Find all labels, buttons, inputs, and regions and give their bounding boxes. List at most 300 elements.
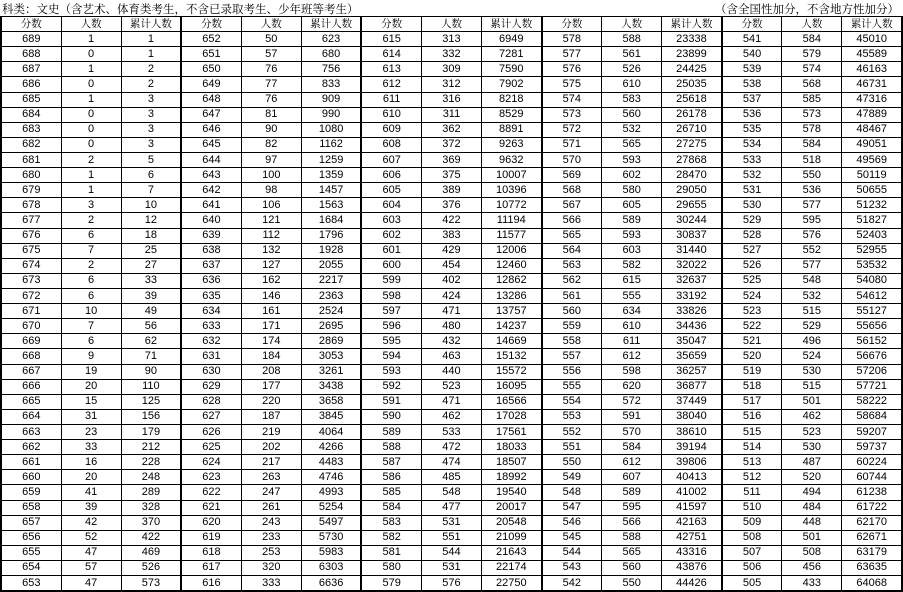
count-cell: 372 <box>421 137 481 152</box>
count-cell: 550 <box>782 168 842 183</box>
cumulative-cell: 25 <box>121 243 181 258</box>
score-cell: 556 <box>542 364 602 379</box>
count-cell: 615 <box>602 273 662 288</box>
cumulative-cell: 2524 <box>301 304 361 319</box>
cumulative-cell: 55127 <box>842 304 902 319</box>
cumulative-cell: 44426 <box>662 576 722 592</box>
cumulative-cell: 51827 <box>842 213 902 228</box>
count-cell: 261 <box>241 500 301 515</box>
cumulative-cell: 15572 <box>482 364 542 379</box>
cumulative-cell: 57206 <box>842 364 902 379</box>
score-cell: 625 <box>181 440 241 455</box>
count-cell: 402 <box>421 273 481 288</box>
count-cell: 362 <box>421 122 481 137</box>
score-cell: 671 <box>1 304 61 319</box>
score-cell: 579 <box>361 576 421 592</box>
table-row <box>1 243 902 258</box>
count-cell: 82 <box>241 137 301 152</box>
column-header: 分数 <box>181 17 241 32</box>
table-row <box>1 424 902 439</box>
count-cell: 598 <box>602 364 662 379</box>
cumulative-cell: 2217 <box>301 273 361 288</box>
count-cell: 1 <box>61 92 121 107</box>
count-cell: 579 <box>782 47 842 62</box>
score-cell: 529 <box>722 213 782 228</box>
cumulative-cell: 833 <box>301 77 361 92</box>
count-cell: 217 <box>241 455 301 470</box>
cumulative-cell: 27275 <box>662 137 722 152</box>
score-cell: 606 <box>361 168 421 183</box>
score-cell: 546 <box>542 515 602 530</box>
cumulative-cell: 58684 <box>842 409 902 424</box>
cumulative-cell: 8218 <box>482 92 542 107</box>
count-cell: 106 <box>241 198 301 213</box>
count-cell: 591 <box>602 409 662 424</box>
cumulative-cell: 1259 <box>301 152 361 167</box>
cumulative-cell: 27868 <box>662 152 722 167</box>
top-caption <box>0 0 903 16</box>
cumulative-cell: 12862 <box>482 273 542 288</box>
cumulative-cell: 7 <box>121 183 181 198</box>
count-cell: 589 <box>602 213 662 228</box>
score-cell: 507 <box>722 545 782 560</box>
cumulative-cell: 62671 <box>842 530 902 545</box>
count-cell: 422 <box>421 213 481 228</box>
score-cell: 658 <box>1 500 61 515</box>
cumulative-cell: 17028 <box>482 409 542 424</box>
score-cell: 597 <box>361 304 421 319</box>
count-cell: 20 <box>61 379 121 394</box>
table-row <box>1 213 902 228</box>
score-cell: 562 <box>542 273 602 288</box>
count-cell: 572 <box>602 394 662 409</box>
score-cell: 635 <box>181 288 241 303</box>
cumulative-cell: 21099 <box>482 530 542 545</box>
cumulative-cell: 3 <box>121 122 181 137</box>
score-cell: 679 <box>1 183 61 198</box>
count-cell: 462 <box>421 409 481 424</box>
score-cell: 631 <box>181 349 241 364</box>
cumulative-cell: 2869 <box>301 334 361 349</box>
count-cell: 20 <box>61 470 121 485</box>
cumulative-cell: 573 <box>121 576 181 592</box>
count-cell: 607 <box>602 470 662 485</box>
count-cell: 132 <box>241 243 301 258</box>
score-cell: 576 <box>542 62 602 77</box>
count-cell: 1 <box>61 32 121 47</box>
count-cell: 523 <box>421 379 481 394</box>
count-cell: 41 <box>61 485 121 500</box>
score-cell: 533 <box>722 152 782 167</box>
score-cell: 619 <box>181 530 241 545</box>
score-cell: 582 <box>361 530 421 545</box>
table-row <box>1 440 902 455</box>
cumulative-cell: 41002 <box>662 485 722 500</box>
table-row <box>1 349 902 364</box>
cumulative-cell: 48467 <box>842 122 902 137</box>
score-cell: 530 <box>722 198 782 213</box>
count-cell: 233 <box>241 530 301 545</box>
score-cell: 669 <box>1 334 61 349</box>
cumulative-cell: 7590 <box>482 62 542 77</box>
cumulative-cell: 10 <box>121 198 181 213</box>
score-cell: 563 <box>542 258 602 273</box>
cumulative-cell: 39806 <box>662 455 722 470</box>
score-cell: 512 <box>722 470 782 485</box>
count-cell: 585 <box>782 92 842 107</box>
score-cell: 653 <box>1 576 61 592</box>
count-cell: 548 <box>782 273 842 288</box>
count-cell: 187 <box>241 409 301 424</box>
score-cell: 585 <box>361 485 421 500</box>
score-cell: 517 <box>722 394 782 409</box>
count-cell: 456 <box>782 560 842 575</box>
cumulative-cell: 110 <box>121 379 181 394</box>
score-cell: 677 <box>1 213 61 228</box>
cumulative-cell: 90 <box>121 364 181 379</box>
count-cell: 523 <box>782 424 842 439</box>
cumulative-cell: 37449 <box>662 394 722 409</box>
count-cell: 583 <box>602 92 662 107</box>
count-cell: 375 <box>421 168 481 183</box>
cumulative-cell: 7902 <box>482 77 542 92</box>
cumulative-cell: 39 <box>121 288 181 303</box>
table-row <box>1 198 902 213</box>
cumulative-cell: 39194 <box>662 440 722 455</box>
score-cell: 505 <box>722 576 782 592</box>
table-row <box>1 560 902 575</box>
score-cell: 540 <box>722 47 782 62</box>
cumulative-cell: 248 <box>121 470 181 485</box>
cumulative-cell: 3845 <box>301 409 361 424</box>
cumulative-cell: 33192 <box>662 288 722 303</box>
score-cell: 605 <box>361 183 421 198</box>
score-cell: 549 <box>542 470 602 485</box>
cumulative-cell: 1563 <box>301 198 361 213</box>
count-cell: 320 <box>241 560 301 575</box>
cumulative-cell: 55656 <box>842 319 902 334</box>
cumulative-cell: 43316 <box>662 545 722 560</box>
count-cell: 552 <box>782 243 842 258</box>
cumulative-cell: 25618 <box>662 92 722 107</box>
cumulative-cell: 125 <box>121 394 181 409</box>
cumulative-cell: 50655 <box>842 183 902 198</box>
count-cell: 7 <box>61 319 121 334</box>
cumulative-cell: 2 <box>121 62 181 77</box>
score-cell: 641 <box>181 198 241 213</box>
score-cell: 618 <box>181 545 241 560</box>
score-cell: 552 <box>542 424 602 439</box>
score-cell: 647 <box>181 107 241 122</box>
count-cell: 31 <box>61 409 121 424</box>
count-cell: 485 <box>421 470 481 485</box>
score-cell: 528 <box>722 228 782 243</box>
score-cell: 568 <box>542 183 602 198</box>
cumulative-cell: 228 <box>121 455 181 470</box>
cumulative-cell: 4064 <box>301 424 361 439</box>
count-cell: 90 <box>241 122 301 137</box>
score-cell: 573 <box>542 107 602 122</box>
count-cell: 610 <box>602 77 662 92</box>
score-cell: 578 <box>542 32 602 47</box>
count-cell: 471 <box>421 304 481 319</box>
count-cell: 565 <box>602 545 662 560</box>
table-row <box>1 228 902 243</box>
score-cell: 634 <box>181 304 241 319</box>
cumulative-cell: 23338 <box>662 32 722 47</box>
score-cell: 657 <box>1 515 61 530</box>
cumulative-cell: 71 <box>121 349 181 364</box>
cumulative-cell: 19540 <box>482 485 542 500</box>
table-row <box>1 122 902 137</box>
count-cell: 595 <box>782 213 842 228</box>
table-row <box>1 545 902 560</box>
score-cell: 617 <box>181 560 241 575</box>
column-header: 人数 <box>602 17 662 32</box>
cumulative-cell: 56152 <box>842 334 902 349</box>
count-cell: 1 <box>61 168 121 183</box>
cumulative-cell: 45589 <box>842 47 902 62</box>
score-cell: 559 <box>542 319 602 334</box>
cumulative-cell: 33 <box>121 273 181 288</box>
score-cell: 587 <box>361 455 421 470</box>
score-cell: 548 <box>542 485 602 500</box>
score-cell: 646 <box>181 122 241 137</box>
table-row <box>1 485 902 500</box>
cumulative-cell: 3 <box>121 92 181 107</box>
count-cell: 52 <box>61 530 121 545</box>
count-cell: 610 <box>602 319 662 334</box>
score-cell: 659 <box>1 485 61 500</box>
count-cell: 6 <box>61 228 121 243</box>
cumulative-cell: 9632 <box>482 152 542 167</box>
score-cell: 672 <box>1 288 61 303</box>
table-row <box>1 258 902 273</box>
count-cell: 2 <box>61 258 121 273</box>
cumulative-cell: 42163 <box>662 515 722 530</box>
score-cell: 574 <box>542 92 602 107</box>
cumulative-cell: 8529 <box>482 107 542 122</box>
cumulative-cell: 62170 <box>842 515 902 530</box>
count-cell: 0 <box>61 107 121 122</box>
score-cell: 561 <box>542 288 602 303</box>
count-cell: 462 <box>782 409 842 424</box>
score-cell: 510 <box>722 500 782 515</box>
table-row <box>1 379 902 394</box>
score-cell: 662 <box>1 440 61 455</box>
cumulative-cell: 51232 <box>842 198 902 213</box>
cumulative-cell: 1928 <box>301 243 361 258</box>
table-row <box>1 107 902 122</box>
cumulative-cell: 4746 <box>301 470 361 485</box>
score-cell: 660 <box>1 470 61 485</box>
score-cell: 633 <box>181 319 241 334</box>
count-cell: 10 <box>61 304 121 319</box>
count-cell: 47 <box>61 545 121 560</box>
cumulative-cell: 8891 <box>482 122 542 137</box>
score-cell: 550 <box>542 455 602 470</box>
cumulative-cell: 2363 <box>301 288 361 303</box>
count-cell: 2 <box>61 152 121 167</box>
score-cell: 649 <box>181 77 241 92</box>
score-cell: 516 <box>722 409 782 424</box>
count-cell: 33 <box>61 440 121 455</box>
cumulative-cell: 50119 <box>842 168 902 183</box>
score-cell: 676 <box>1 228 61 243</box>
cumulative-cell: 1080 <box>301 122 361 137</box>
count-cell: 112 <box>241 228 301 243</box>
category-caption: 科类：文史（含艺术、体育类考生，不含已录取考生、少年班等考生） <box>2 2 359 16</box>
score-cell: 632 <box>181 334 241 349</box>
cumulative-cell: 63179 <box>842 545 902 560</box>
table-row <box>1 137 902 152</box>
count-cell: 530 <box>782 440 842 455</box>
score-cell: 614 <box>361 47 421 62</box>
count-cell: 313 <box>421 32 481 47</box>
count-cell: 98 <box>241 183 301 198</box>
score-cell: 554 <box>542 394 602 409</box>
count-cell: 184 <box>241 349 301 364</box>
score-cell: 685 <box>1 92 61 107</box>
score-cell: 531 <box>722 183 782 198</box>
cumulative-cell: 18992 <box>482 470 542 485</box>
count-cell: 531 <box>421 515 481 530</box>
column-header: 人数 <box>61 17 121 32</box>
score-cell: 570 <box>542 152 602 167</box>
score-cell: 522 <box>722 319 782 334</box>
count-cell: 570 <box>602 424 662 439</box>
cumulative-cell: 47316 <box>842 92 902 107</box>
count-cell: 57 <box>61 560 121 575</box>
cumulative-cell: 370 <box>121 515 181 530</box>
score-cell: 532 <box>722 168 782 183</box>
score-cell: 616 <box>181 576 241 592</box>
score-cell: 638 <box>181 243 241 258</box>
cumulative-cell: 41597 <box>662 500 722 515</box>
count-cell: 603 <box>602 243 662 258</box>
score-cell: 644 <box>181 152 241 167</box>
table-row <box>1 576 902 592</box>
count-cell: 332 <box>421 47 481 62</box>
cumulative-cell: 23899 <box>662 47 722 62</box>
cumulative-cell: 5 <box>121 152 181 167</box>
cumulative-cell: 30837 <box>662 228 722 243</box>
score-cell: 553 <box>542 409 602 424</box>
cumulative-cell: 422 <box>121 530 181 545</box>
score-cell: 519 <box>722 364 782 379</box>
cumulative-cell: 38040 <box>662 409 722 424</box>
count-cell: 589 <box>602 485 662 500</box>
count-cell: 311 <box>421 107 481 122</box>
count-cell: 532 <box>602 122 662 137</box>
score-cell: 560 <box>542 304 602 319</box>
score-cell: 567 <box>542 198 602 213</box>
count-cell: 202 <box>241 440 301 455</box>
cumulative-cell: 33826 <box>662 304 722 319</box>
score-cell: 558 <box>542 334 602 349</box>
count-cell: 23 <box>61 424 121 439</box>
score-cell: 569 <box>542 168 602 183</box>
cumulative-cell: 4483 <box>301 455 361 470</box>
score-cell: 524 <box>722 288 782 303</box>
score-cell: 566 <box>542 213 602 228</box>
count-cell: 578 <box>782 122 842 137</box>
cumulative-cell: 18507 <box>482 455 542 470</box>
score-cell: 689 <box>1 32 61 47</box>
count-cell: 263 <box>241 470 301 485</box>
score-cell: 542 <box>542 576 602 592</box>
count-cell: 6 <box>61 288 121 303</box>
count-cell: 0 <box>61 77 121 92</box>
count-cell: 593 <box>602 228 662 243</box>
cumulative-cell: 2055 <box>301 258 361 273</box>
count-cell: 584 <box>782 137 842 152</box>
cumulative-cell: 27 <box>121 258 181 273</box>
score-cell: 538 <box>722 77 782 92</box>
count-cell: 253 <box>241 545 301 560</box>
cumulative-cell: 7281 <box>482 47 542 62</box>
cumulative-cell: 526 <box>121 560 181 575</box>
cumulative-cell: 16566 <box>482 394 542 409</box>
score-cell: 535 <box>722 122 782 137</box>
count-cell: 518 <box>782 152 842 167</box>
score-cell: 509 <box>722 515 782 530</box>
count-cell: 440 <box>421 364 481 379</box>
score-cell: 589 <box>361 424 421 439</box>
score-cell: 610 <box>361 107 421 122</box>
cumulative-cell: 289 <box>121 485 181 500</box>
cumulative-cell: 20017 <box>482 500 542 515</box>
cumulative-cell: 45010 <box>842 32 902 47</box>
score-cell: 591 <box>361 394 421 409</box>
count-cell: 530 <box>782 364 842 379</box>
score-cell: 598 <box>361 288 421 303</box>
column-header: 分数 <box>722 17 782 32</box>
cumulative-cell: 46731 <box>842 77 902 92</box>
score-cell: 686 <box>1 77 61 92</box>
score-cell: 541 <box>722 32 782 47</box>
table-row <box>1 273 902 288</box>
score-cell: 557 <box>542 349 602 364</box>
cumulative-cell: 62 <box>121 334 181 349</box>
score-cell: 551 <box>542 440 602 455</box>
score-cell: 630 <box>181 364 241 379</box>
cumulative-cell: 2695 <box>301 319 361 334</box>
count-cell: 501 <box>782 394 842 409</box>
cumulative-cell: 2 <box>121 77 181 92</box>
count-cell: 515 <box>782 379 842 394</box>
cumulative-cell: 40413 <box>662 470 722 485</box>
score-cell: 626 <box>181 424 241 439</box>
cumulative-cell: 24425 <box>662 62 722 77</box>
score-cell: 515 <box>722 424 782 439</box>
count-cell: 520 <box>782 470 842 485</box>
score-cell: 639 <box>181 228 241 243</box>
column-header: 累计人数 <box>301 17 361 32</box>
count-cell: 57 <box>241 47 301 62</box>
score-cell: 664 <box>1 409 61 424</box>
count-cell: 471 <box>421 394 481 409</box>
count-cell: 171 <box>241 319 301 334</box>
count-cell: 524 <box>782 349 842 364</box>
cumulative-cell: 3053 <box>301 349 361 364</box>
table-row <box>1 515 902 530</box>
cumulative-cell: 60744 <box>842 470 902 485</box>
score-cell: 668 <box>1 349 61 364</box>
count-cell: 566 <box>602 515 662 530</box>
cumulative-cell: 61238 <box>842 485 902 500</box>
count-cell: 432 <box>421 334 481 349</box>
